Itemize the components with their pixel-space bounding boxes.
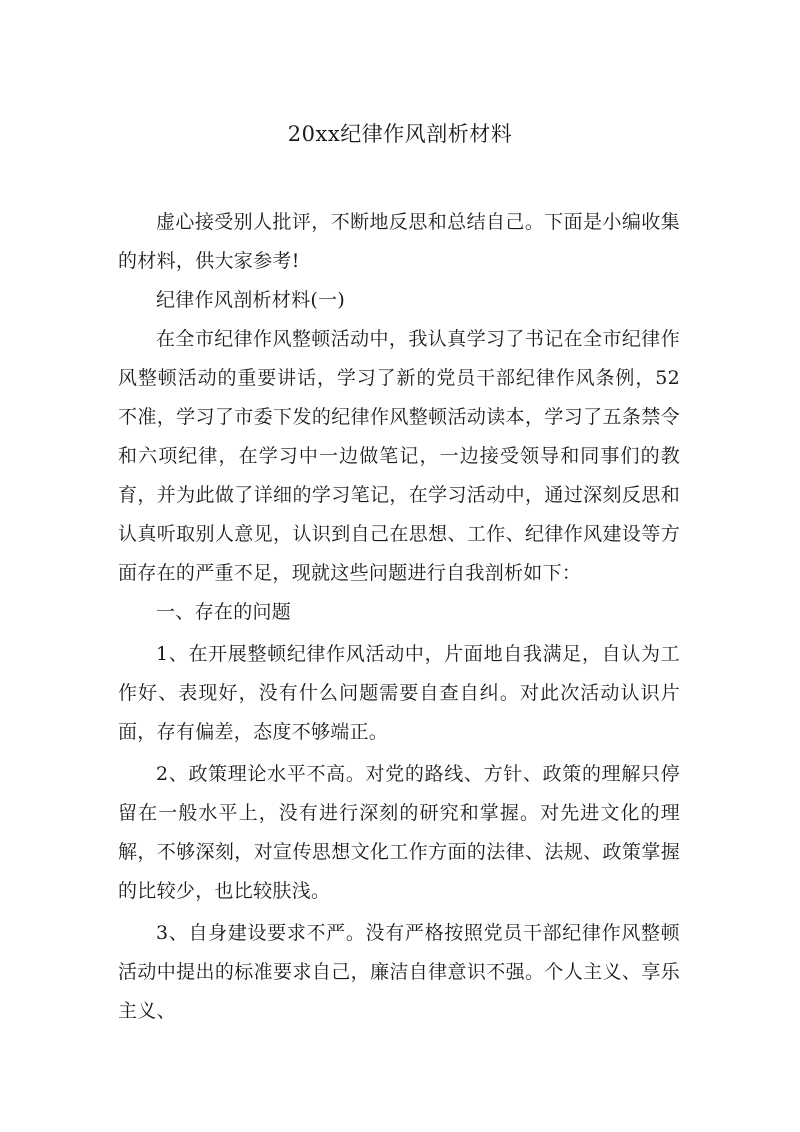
issue-paragraph-3: 3、自身建设要求不严。没有严格按照党员干部纪律作风整顿活动中提出的标准要求自己，廉洁自律意识不强。个人主义、享乐主义、 — [118, 922, 680, 1022]
intro-paragraph: 虚心接受别人批评，不断地反思和总结自己。下面是小编收集的材料，供大家参考! — [118, 211, 680, 272]
body-paragraph: 在全市纪律作风整顿活动中，我认真学习了书记在全市纪律作风整顿活动的重要讲话，学习了新的党员干部纪律作风条例，52不准，学习了市委下发的纪律作风整顿活动读本，学习了五条禁令和六项纪律，在学习中一边做笔记，一边接受领导和同事们的教育，并为此做了详细的学习笔记，在学习活动中，通过深刻反思和认真听取别人意见，认识到自己在思想、工作、纪律作风建设等方面存在的严重不足，现就这些问题进行自我剖析如下： — [118, 328, 680, 584]
document-title: 20xx纪律作风剖析材料 — [287, 122, 513, 146]
issue-paragraph-2: 2、政策理论水平不高。对党的路线、方针、政策的理解只停留在一般水平上，没有进行深刻的研究和掌握。对先进文化的理解，不够深刻，对宣传思想文化工作方面的法律、法规、政策掌握的比较少，也比较肤浅。 — [118, 763, 680, 902]
section-heading: 纪律作风剖析材料(一) — [156, 289, 346, 311]
subsection-heading: 一、存在的问题 — [156, 601, 292, 623]
issue-paragraph-1: 1、在开展整顿纪律作风活动中，片面地自我满足，自认为工作好、表现好，没有什么问题需要自查自纠。对此次活动认识片面，存有偏差，态度不够端正。 — [118, 643, 680, 743]
document-body — [118, 203, 680, 1031]
